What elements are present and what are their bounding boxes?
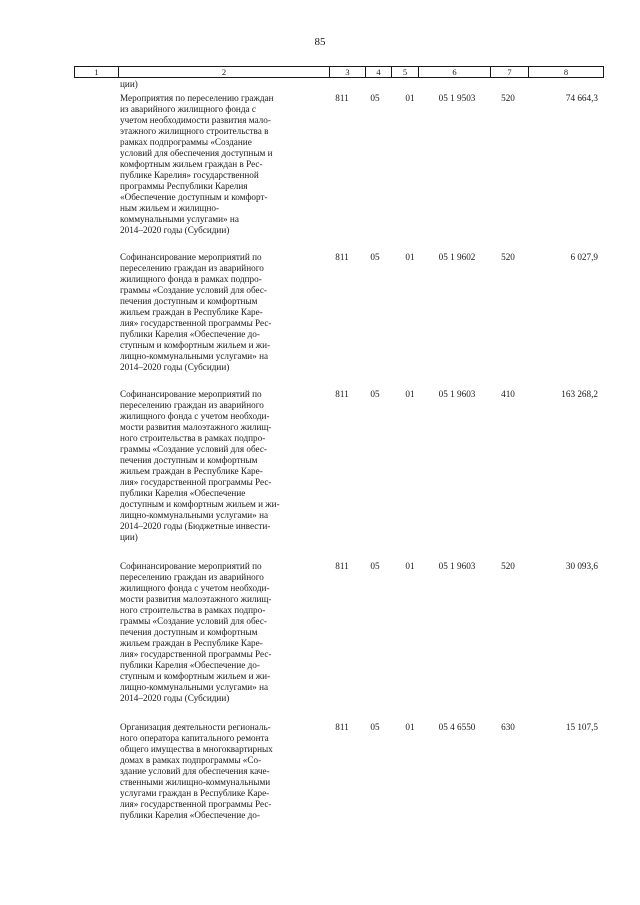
row-col-4: 05 [370, 561, 380, 571]
row-col-3: 811 [335, 252, 349, 262]
row-col-7: 520 [501, 561, 515, 571]
row-col-5: 01 [405, 252, 415, 262]
row-col-6: 05 1 9503 [438, 93, 476, 103]
row-col-3: 811 [335, 561, 349, 571]
row-col-3: 811 [335, 389, 349, 399]
row-col-7: 410 [501, 389, 515, 399]
row-description: Софинансирование мероприятий по переселению граждан из аварийного жилищного фонда с учетом необходи- мости развития малоэтажного жилищ- ного строительства в рамках подпро- граммы «Создание условий для обес- печения доступным и комфортным жильем граждан в Республике Каре- лия» государственной программы Рес- публики Карелия «Обеспечение до- ступным и комфортным жильем и жи- лищно-коммунальными услугами» на 2014–2020 годы (Субсидии) [120, 561, 272, 703]
row-col-5: 01 [405, 93, 415, 103]
row-col-8: 30 093,6 [565, 561, 598, 571]
row-col-7: 520 [501, 93, 515, 103]
row-col-4: 05 [370, 93, 380, 103]
row-description: Мероприятия по переселению граждан из аварийного жилищного фонда с учетом необходимости развития мало- этажного жилищного строительства в рамках подпрограммы «Создание условий для обеспечения доступным и комфортным жильем граждан в Рес- публике Карелия» государственной программы Республики Карелия «Обеспечение доступным и комфорт- ным жильем и жилищно- коммунальными услугами» на 2014–2020 годы (Субсидии) [120, 93, 274, 235]
row-col-7: 630 [501, 722, 515, 732]
row-col-3: 811 [335, 722, 349, 732]
header-col-1: 1 [75, 67, 119, 77]
row-col-6: 05 1 9603 [438, 389, 476, 399]
header-col-3: 3 [330, 67, 366, 77]
header-col-4: 4 [366, 67, 392, 77]
header-col-2: 2 [119, 67, 330, 77]
row-col-8: 74 664,3 [565, 93, 598, 103]
row-col-3: 811 [335, 93, 349, 103]
continuation-text: ции) [120, 79, 138, 89]
row-description: Софинансирование мероприятий по переселению граждан из аварийного жилищного фонда в рамках подпро- граммы «Создание условий для обес- печения доступным и комфортным жильем граждан в Республике Каре- лия» государственной программы Рес- публики Карелия «Обеспечение до- ступным и комфортным жильем и жи- лищно-коммунальными услугами» на 2014–2020 годы (Субсидии) [120, 252, 272, 372]
row-col-5: 01 [405, 561, 415, 571]
page-number: 85 [314, 36, 326, 48]
row-col-8: 15 107,5 [565, 722, 598, 732]
row-col-5: 01 [405, 389, 415, 399]
header-col-5: 5 [392, 67, 419, 77]
row-col-4: 05 [370, 722, 380, 732]
header-col-6: 6 [419, 67, 491, 77]
row-col-8: 163 268,2 [561, 389, 598, 399]
table-header [74, 66, 604, 78]
header-col-7: 7 [491, 67, 529, 77]
row-col-6: 05 4 6550 [438, 722, 476, 732]
row-description: Организация деятельности региональ- ного оператора капитального ремонта общего имущества в многоквартирных домах в рамках подпрограммы «Со- здание условий для обеспечения каче- ственными жилищно-коммунальными услугами граждан в Республике Каре- лия» государственной программы Рес- публики Карелия «Обеспечение до- [120, 722, 273, 820]
row-col-6: 05 1 9602 [438, 252, 476, 262]
row-description: Софинансирование мероприятий по переселению граждан из аварийного жилищного фонда с учетом необходи- мости развития малоэтажного жилищ- ного строительства в рамках подпро- граммы «Создание условий для обес- печения доступным и комфортным жильем граждан в Республике Каре- лия» государственной программы Рес- публики Карелия «Обеспечение доступным и комфортным жильем и жи- лищно-коммунальными услугами» на 2014–2020 годы (Бюджетные инвести- ции) [120, 389, 280, 542]
row-col-6: 05 1 9603 [438, 561, 476, 571]
row-col-5: 01 [405, 722, 415, 732]
row-col-4: 05 [370, 252, 380, 262]
row-col-8: 6 027,9 [570, 252, 598, 262]
header-col-8: 8 [563, 67, 569, 77]
row-col-4: 05 [370, 389, 380, 399]
row-col-7: 520 [501, 252, 515, 262]
